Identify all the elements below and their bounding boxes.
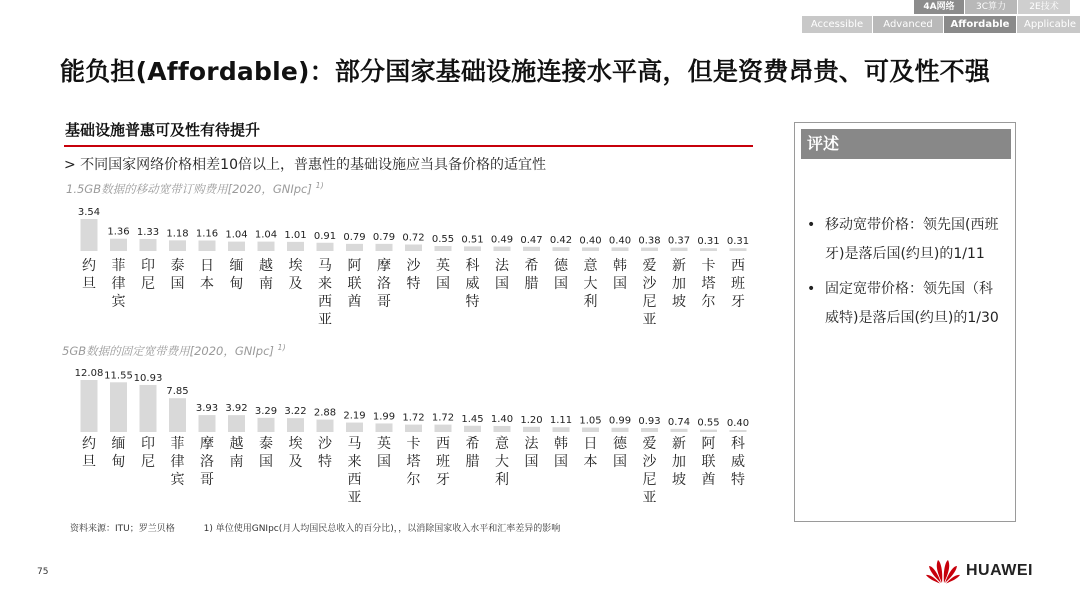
bar-3 xyxy=(140,385,157,432)
category-label-22: 卡塔尔 xyxy=(701,258,716,310)
category-label-7: 越南 xyxy=(259,258,273,292)
value-label-11: 0.79 xyxy=(372,231,396,243)
bar-22 xyxy=(700,248,717,251)
bar-2 xyxy=(110,239,127,251)
section-bullet: > 不同国家网络价格相差10倍以上，普惠性的基础设施应当具备价格的适宜性 xyxy=(64,157,546,173)
source-note xyxy=(70,521,586,534)
chart1-title xyxy=(66,181,324,197)
value-label-21: 0.74 xyxy=(667,416,691,428)
commentary-item-text: 固定宽带价格：领先国（科威特)是落后国(约旦)的1/30 xyxy=(825,281,999,326)
category-label-1: 约旦 xyxy=(82,436,96,470)
category-label-10: 阿联酋 xyxy=(347,258,362,310)
bar-7 xyxy=(258,418,275,432)
bar-5 xyxy=(199,415,216,432)
value-label-10: 0.79 xyxy=(343,231,366,243)
value-label-2: 11.55 xyxy=(104,370,133,382)
sub-tab-advanced[interactable]: Advanced xyxy=(873,16,943,33)
brand-name: HUAWEI xyxy=(966,562,1033,579)
value-label-19: 0.99 xyxy=(608,415,632,427)
bar-12 xyxy=(405,244,422,251)
category-label-5: 摩洛哥 xyxy=(200,436,214,488)
category-label-15: 意大利 xyxy=(495,436,509,488)
sub-nav xyxy=(802,16,1080,33)
value-label-21: 0.37 xyxy=(667,235,691,247)
value-label-20: 0.93 xyxy=(638,415,661,427)
category-label-10: 马来西亚 xyxy=(347,436,362,506)
bar-5 xyxy=(199,241,216,251)
category-label-8: 埃及 xyxy=(288,258,303,292)
page-number: 75 xyxy=(37,567,49,577)
category-label-18: 日本 xyxy=(583,436,598,470)
category-label-23: 科威特 xyxy=(731,436,745,488)
value-label-2: 1.36 xyxy=(107,226,130,238)
bar-19 xyxy=(612,247,629,251)
bar-8 xyxy=(287,418,304,432)
value-label-14: 1.45 xyxy=(461,413,484,425)
category-label-5: 日本 xyxy=(200,258,214,292)
value-label-20: 0.38 xyxy=(638,235,661,247)
top-nav xyxy=(914,0,1071,14)
commentary-item-text: 移动宽带价格：领先国(西班牙)是落后国(约旦)的1/11 xyxy=(825,217,999,262)
value-label-4: 1.18 xyxy=(166,228,189,240)
bar-8 xyxy=(287,242,304,251)
value-label-7: 3.29 xyxy=(254,405,278,417)
category-label-6: 越南 xyxy=(229,436,244,470)
chart1-footnote-mark: 1) xyxy=(315,181,324,191)
bar-22 xyxy=(700,430,717,432)
value-label-6: 3.92 xyxy=(225,403,248,415)
value-label-5: 3.93 xyxy=(195,403,219,415)
value-label-1: 12.08 xyxy=(74,368,104,379)
value-label-12: 0.72 xyxy=(402,232,425,244)
category-label-12: 卡塔尔 xyxy=(406,436,421,488)
category-label-17: 韩国 xyxy=(554,436,568,470)
bar-15 xyxy=(494,247,511,251)
commentary-item xyxy=(805,275,1005,333)
category-label-8: 埃及 xyxy=(288,436,303,470)
value-label-17: 1.11 xyxy=(549,415,573,427)
value-label-22: 0.31 xyxy=(697,236,720,248)
mobile-broadband-chart xyxy=(64,200,764,330)
category-label-9: 马来西亚 xyxy=(318,258,332,328)
value-label-23: 0.40 xyxy=(726,418,750,429)
commentary-list xyxy=(805,211,1005,339)
category-label-13: 英国 xyxy=(436,258,450,292)
value-label-18: 1.05 xyxy=(579,415,602,427)
category-label-9: 沙特 xyxy=(318,436,332,470)
bar-14 xyxy=(464,246,481,251)
bar-10 xyxy=(346,244,363,251)
bar-20 xyxy=(641,248,658,251)
category-label-21: 新加坡 xyxy=(672,436,686,488)
bar-19 xyxy=(612,428,629,432)
chart2-title-text: 5GB数据的固定宽带费用[2020，GNIpc] xyxy=(62,344,274,358)
value-label-5: 1.16 xyxy=(195,228,219,240)
bar-18 xyxy=(582,427,599,432)
category-label-16: 希腊 xyxy=(524,258,539,292)
category-label-16: 法国 xyxy=(524,436,539,470)
bar-21 xyxy=(671,429,688,432)
value-label-17: 0.42 xyxy=(549,235,573,247)
commentary-panel xyxy=(794,122,1016,522)
value-label-7: 1.04 xyxy=(254,229,278,241)
category-label-2: 菲律宾 xyxy=(111,258,126,310)
section-heading: 基础设施普惠可及性有待提升 xyxy=(65,121,261,139)
category-label-14: 希腊 xyxy=(465,436,480,470)
bar-13 xyxy=(435,246,452,251)
source-footnote: 1) 单位使用GNIpc(月人均国民总收入的百分比)，，以消除国家收入水平和汇率差异的影响 xyxy=(203,524,561,534)
category-label-12: 沙特 xyxy=(406,258,421,292)
value-label-11: 1.99 xyxy=(372,411,396,423)
value-label-3: 1.33 xyxy=(136,226,160,238)
category-label-11: 英国 xyxy=(377,436,391,470)
value-label-14: 0.51 xyxy=(461,234,484,246)
bar-6 xyxy=(228,242,245,251)
category-label-6: 缅甸 xyxy=(229,258,244,292)
category-label-4: 菲律宾 xyxy=(170,436,185,488)
category-label-17: 德国 xyxy=(554,258,568,292)
bar-11 xyxy=(376,423,393,432)
value-label-16: 0.47 xyxy=(520,234,543,246)
top-tab-4a[interactable]: 4A网络 xyxy=(914,0,964,14)
category-label-19: 韩国 xyxy=(613,258,627,292)
top-tab-2e[interactable]: 2E技术 xyxy=(1018,0,1070,14)
bar-16 xyxy=(523,427,540,432)
category-label-20: 爱沙尼亚 xyxy=(642,258,657,328)
category-label-3: 印尼 xyxy=(141,436,155,470)
bar-6 xyxy=(228,415,245,432)
category-label-2: 缅甸 xyxy=(111,436,126,470)
bar-2 xyxy=(110,382,127,432)
bar-20 xyxy=(641,428,658,432)
sub-tab-accessible[interactable]: Accessible xyxy=(802,16,872,33)
category-label-19: 德国 xyxy=(613,436,627,470)
section-divider xyxy=(64,145,753,147)
commentary-item xyxy=(805,211,1005,269)
category-label-13: 西班牙 xyxy=(436,436,450,488)
value-label-10: 2.19 xyxy=(343,410,366,422)
bar-14 xyxy=(464,426,481,432)
category-label-22: 阿联酋 xyxy=(701,436,716,488)
category-label-4: 泰国 xyxy=(170,258,185,292)
value-label-1: 3.54 xyxy=(77,207,101,218)
category-label-15: 法国 xyxy=(495,258,509,292)
value-label-22: 0.55 xyxy=(697,417,720,429)
top-tab-3c[interactable]: 3C算力 xyxy=(965,0,1017,14)
page-title: 能负担(Affordable)：部分国家基础设施连接水平高，但是资费昂贵、可及性不强 xyxy=(60,57,991,86)
value-label-8: 3.22 xyxy=(284,406,307,418)
bar-4 xyxy=(169,240,186,251)
commentary-heading: 评述 xyxy=(801,129,1011,159)
bar-21 xyxy=(671,248,688,251)
bar-10 xyxy=(346,423,363,432)
bullet-dot-icon: • xyxy=(807,217,816,233)
value-label-19: 0.40 xyxy=(608,235,632,247)
bar-23 xyxy=(730,248,747,251)
category-label-3: 印尼 xyxy=(141,258,155,292)
category-label-21: 新加坡 xyxy=(672,258,686,310)
bar-17 xyxy=(553,247,570,251)
chart2-title xyxy=(62,343,286,359)
bar-9 xyxy=(317,420,334,432)
bar-7 xyxy=(258,242,275,251)
chart1-title-text: 1.5GB数据的移动宽带订购费用[2020，GNIpc] xyxy=(66,182,312,196)
category-label-18: 意大利 xyxy=(583,258,598,310)
bar-1 xyxy=(81,219,98,251)
huawei-logo xyxy=(926,558,1033,584)
bullet-dot-icon: • xyxy=(807,281,816,297)
value-label-13: 1.72 xyxy=(431,412,455,424)
chart2-footnote-mark: 1) xyxy=(277,343,286,353)
bar-12 xyxy=(405,425,422,432)
bar-17 xyxy=(553,427,570,432)
value-label-9: 2.88 xyxy=(313,407,337,419)
source-ref: 资料来源：ITU；罗兰贝格 xyxy=(70,524,175,534)
category-label-20: 爱沙尼亚 xyxy=(642,436,657,506)
bar-3 xyxy=(140,239,157,251)
bar-23 xyxy=(730,430,747,432)
value-label-9: 0.91 xyxy=(313,230,337,242)
bar-18 xyxy=(582,247,599,251)
value-label-13: 0.55 xyxy=(431,234,455,246)
value-label-16: 1.20 xyxy=(520,414,543,426)
category-label-1: 约旦 xyxy=(82,258,96,292)
bar-4 xyxy=(169,398,186,432)
value-label-4: 7.85 xyxy=(166,386,189,398)
value-label-3: 10.93 xyxy=(133,372,163,384)
bar-15 xyxy=(494,426,511,432)
value-label-15: 0.49 xyxy=(490,234,514,246)
value-label-8: 1.01 xyxy=(284,229,307,241)
category-label-7: 泰国 xyxy=(259,436,273,470)
value-label-18: 0.40 xyxy=(579,235,602,247)
sub-tab-applicable[interactable]: Applicable xyxy=(1017,16,1080,33)
bar-1 xyxy=(81,380,98,432)
value-label-6: 1.04 xyxy=(225,229,248,241)
value-label-15: 1.40 xyxy=(490,413,514,425)
value-label-12: 1.72 xyxy=(402,412,425,424)
fixed-broadband-chart xyxy=(64,362,764,507)
category-label-14: 科威特 xyxy=(465,258,480,310)
bar-11 xyxy=(376,244,393,251)
category-label-23: 西班牙 xyxy=(731,258,745,310)
bar-13 xyxy=(435,425,452,432)
category-label-11: 摩洛哥 xyxy=(377,258,391,310)
value-label-23: 0.31 xyxy=(726,236,750,248)
sub-tab-affordable[interactable]: Affordable xyxy=(944,16,1016,33)
huawei-petal-icon xyxy=(926,558,960,584)
bar-9 xyxy=(317,243,334,251)
bar-16 xyxy=(523,247,540,251)
